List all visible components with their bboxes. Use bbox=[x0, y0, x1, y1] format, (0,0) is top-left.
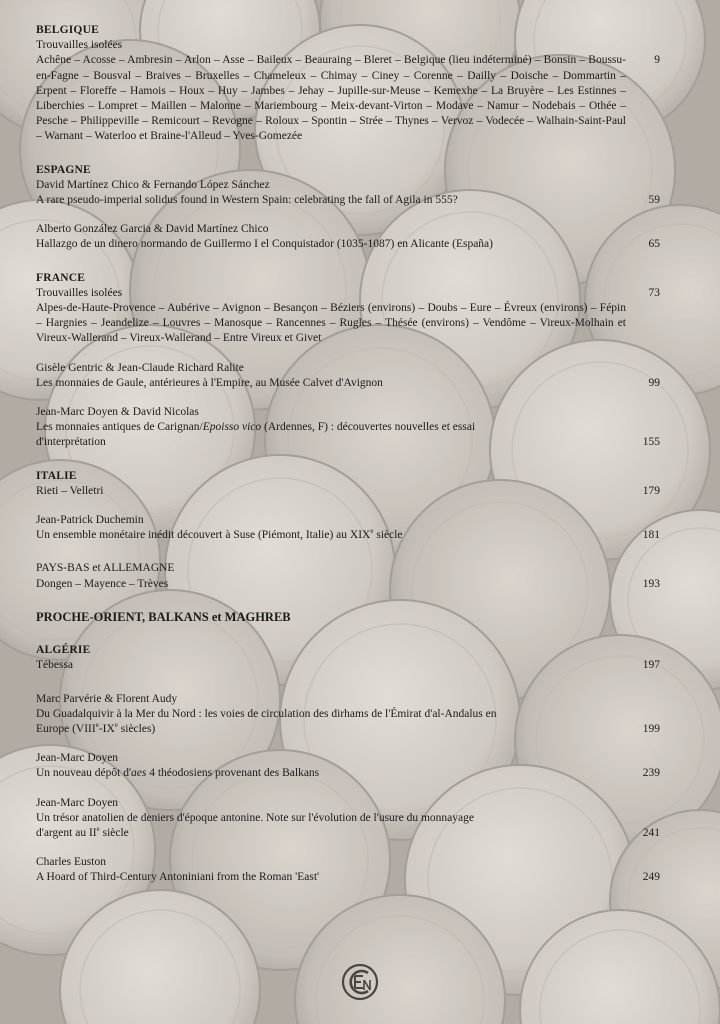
entry-authors: Jean-Marc Doyen bbox=[36, 796, 119, 809]
section-pays-bas bbox=[36, 561, 660, 591]
entry-places: Achêne – Acosse – Ambresin – Arlon – Asse – Baileux – Beauraing – Bleret – Belgique (lieu indéterminé) – Bonsin – Boussu-en-Fagne – Bousval – Braives – Bruxelles – Chameleux – Chimay – Ciney – Corenne – Dailly – Doische – Dommartin – Erpent – Floreffe – Hamois – Houx – Huy – Jambes – Jehay – Jupille-sur-Meuse – Kemexhe – La Bruyère – Les Estinnes – Liberchies – Lompret – Maillen – Malonne – Mariembourg – Meix-devant-Virton – Modave – Namur – Nodebais – Othée – Pesche – Philippeville – Remicourt – Revogne – Roloux – Spontin – Strée – Thynes – Vervoz – Vodecée – Walhain-Saint-Paul – Warnant – Waterloo et Braine-l'Alleud – Yves-Gomezée bbox=[36, 54, 626, 143]
entry-subtitle: Trouvailles isolées bbox=[36, 286, 123, 299]
entry-authors: Marc Parvérie & Florent Audy bbox=[36, 692, 178, 705]
toc-entry bbox=[36, 796, 660, 842]
page-number: 179 bbox=[642, 484, 660, 497]
entry-title-cont: d'interprétation bbox=[36, 436, 106, 449]
entry-authors: Charles Euston bbox=[36, 856, 106, 869]
region-heading: PROCHE-ORIENT, BALKANS et MAGHREB bbox=[36, 609, 291, 624]
entry-subtitle: Rieti – Velletri bbox=[36, 484, 104, 497]
toc-entry bbox=[36, 222, 660, 252]
toc-entry bbox=[36, 361, 660, 391]
section-algerie bbox=[36, 643, 660, 673]
entry-title-cont: Europe (VIIIe-IXe siècles) bbox=[36, 721, 156, 735]
page-number: 73 bbox=[648, 286, 660, 299]
page-number: 241 bbox=[642, 826, 660, 839]
page-number: 65 bbox=[648, 238, 660, 251]
page-number: 155 bbox=[642, 436, 660, 449]
page-number: 239 bbox=[642, 767, 660, 780]
toc-entry bbox=[36, 405, 660, 451]
toc-entry bbox=[36, 286, 660, 347]
country-heading: ITALIE bbox=[36, 469, 77, 482]
toc-entry bbox=[36, 561, 660, 591]
entry-authors: Jean-Patrick Duchemin bbox=[36, 514, 144, 527]
section-italie bbox=[36, 469, 660, 544]
country-heading: BELGIQUE bbox=[36, 24, 99, 36]
page-number: 199 bbox=[642, 722, 660, 735]
page-number: 193 bbox=[642, 577, 660, 590]
page-number: 99 bbox=[648, 376, 660, 389]
country-heading: ESPAGNE bbox=[36, 163, 91, 176]
entry-authors: David Martínez Chico & Fernando López Sánchez bbox=[36, 178, 270, 191]
entry-subtitle: Trouvailles isolées bbox=[36, 39, 123, 52]
cen-logo-icon bbox=[340, 962, 380, 1002]
entry-title: Les monnaies antiques de Carignan/Epoisso vico (Ardennes, F) : découvertes nouvelles et essai bbox=[36, 421, 476, 434]
entry-title: Hallazgo de un dinero normando de Guillermo I el Conquistador (1035-1087) en Alicante (España) bbox=[36, 238, 493, 251]
entry-title: A rare pseudo-imperial solidus found in Western Spain: celebrating the fall of Agila in 555? bbox=[36, 194, 458, 207]
entry-title-cont: d'argent au IIe siècle bbox=[36, 825, 129, 839]
entry-authors: Alberto González Garcia & David Martínez Chico bbox=[36, 223, 269, 236]
section-france bbox=[36, 271, 660, 451]
country-heading: ALGÉRIE bbox=[36, 644, 91, 657]
entry-title: Un trésor anatolien de deniers d'époque antonine. Note sur l'évolution de l'usure du monnayage bbox=[36, 811, 474, 824]
entry-authors: Jean-Marc Doyen bbox=[36, 752, 119, 765]
page-number: 9 bbox=[654, 54, 660, 67]
page-number: 181 bbox=[642, 529, 660, 542]
toc-entry bbox=[36, 38, 660, 144]
page-number: 249 bbox=[642, 871, 660, 884]
toc-entry bbox=[36, 658, 660, 673]
entry-subtitle: Tébessa bbox=[36, 659, 74, 672]
entry-authors: Jean-Marc Doyen & David Nicolas bbox=[36, 406, 199, 419]
entry-subtitle: Dongen – Mayence – Trèves bbox=[36, 577, 169, 590]
toc-entry bbox=[36, 751, 660, 781]
toc-entry bbox=[36, 484, 660, 499]
section-belgique bbox=[36, 23, 660, 145]
toc-entry bbox=[36, 513, 660, 543]
entry-title: Un ensemble monétaire inédit découvert à Suse (Piémont, Italie) au XIXe siècle bbox=[36, 527, 403, 542]
toc-entry bbox=[36, 855, 660, 885]
page-number: 59 bbox=[648, 194, 660, 207]
section-espagne bbox=[36, 163, 660, 253]
entry-title: Du Guadalquivir à la Mer du Nord : les voies de circulation des dirhams de l'Émirat d'al-Andalus en bbox=[36, 707, 497, 720]
entry-authors: Gisèle Gentric & Jean-Claude Richard Ralite bbox=[36, 361, 244, 374]
toc-entry bbox=[36, 178, 660, 208]
entry-title: A Hoard of Third-Century Antoniniani from the Roman 'East' bbox=[36, 871, 320, 884]
country-heading: PAYS-BAS et ALLEMAGNE bbox=[36, 562, 175, 575]
entry-title: Un nouveau dépôt d'aes 4 théodosiens provenant des Balkans bbox=[36, 767, 320, 780]
page-number: 197 bbox=[642, 659, 660, 672]
entry-places: Alpes-de-Haute-Provence – Aubérive – Avignon – Besançon – Béziers (environs) – Doubs – Eure – Évreux (environs) – Fépin – Hargnies – Jeandelize – Louvres – Manosque – Rancennes – Rugles – Thésée (environs) – Vendôme – Vireux-Molhain et Vireux-Wallerand – Vireux-Wallerand – Entre Vireux et Givet bbox=[36, 302, 626, 345]
toc-entry bbox=[36, 692, 660, 738]
entry-title: Les monnaies de Gaule, antérieures à l'Empire, au Musée Calvet d'Avignon bbox=[36, 376, 383, 389]
table-of-contents bbox=[36, 23, 660, 886]
country-heading: FRANCE bbox=[36, 271, 86, 284]
